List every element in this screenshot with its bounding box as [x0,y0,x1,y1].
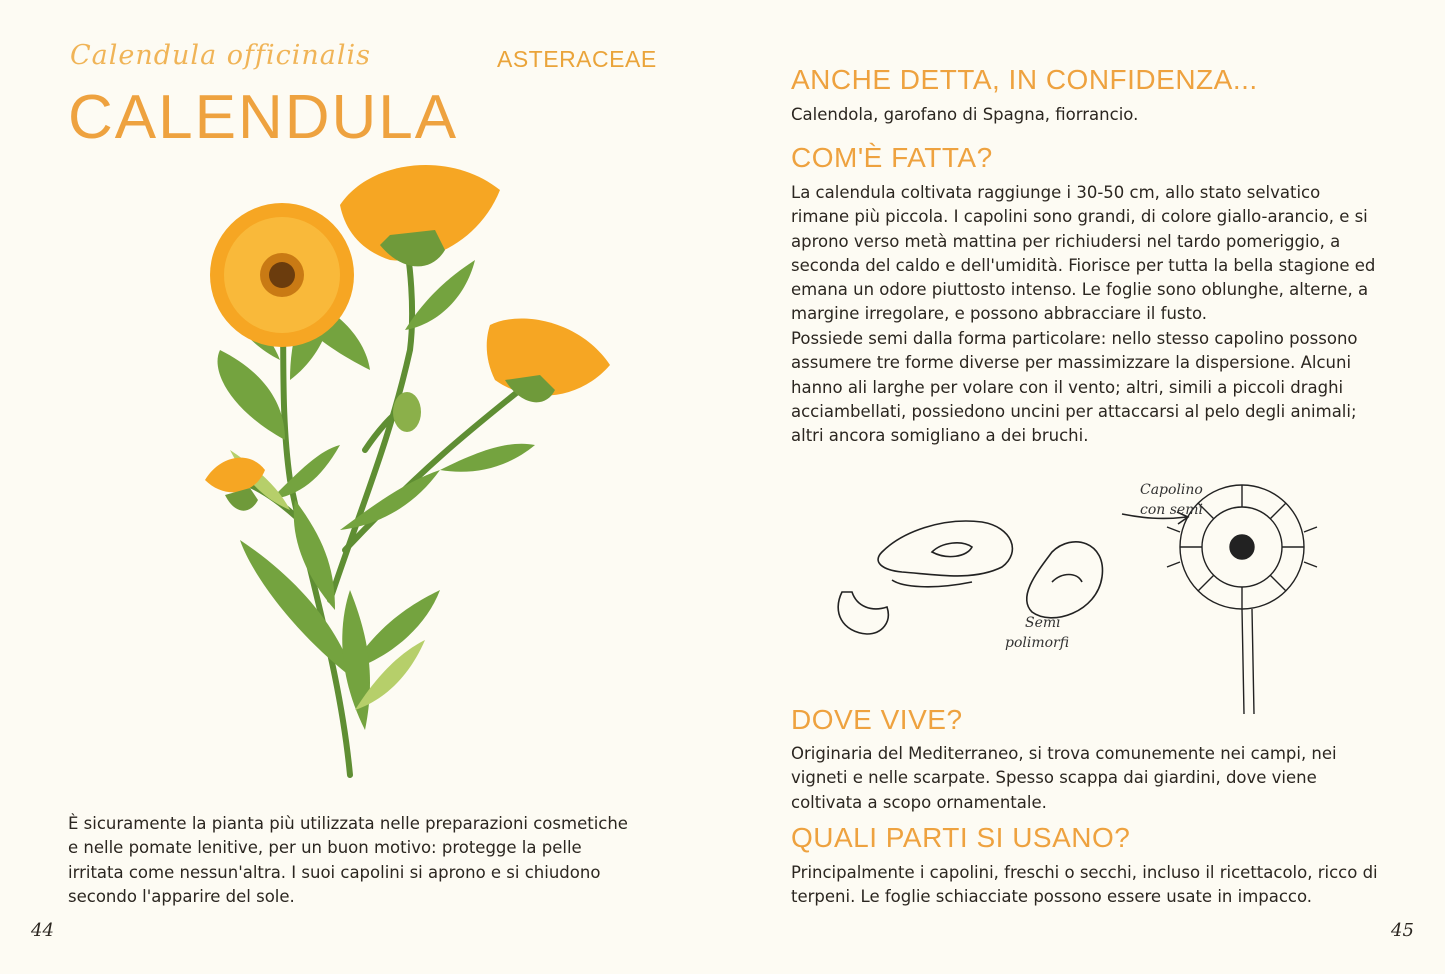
text-seeds: Possiede semi dalla forma particolare: nello stesso capolino possono assumere tre forme diverse per massimizzare la dispersione. Alcuni hanno ali larghe per volare con il vento; altri, simili a piccoli draghi acciambellati, possiedono uncini per attaccarsi al pelo degli animali; altri ancora somigliano a dei bruchi. [791,329,1358,446]
label-semi-2: polimorfi [1005,635,1070,651]
text-habitat: Originaria del Mediterraneo, si trova comunemente nei campi, nei vigneti e nelle scarpate. Spesso scappa dai giardini, dove viene coltivata a scopo ornamentale. [791,744,1337,812]
text-parts-used: Principalmente i capolini, freschi o secchi, incluso il ricettacolo, ricco di terpeni. Le foglie schiacciate possono essere usate in impacco. [791,863,1378,907]
heading-habitat: DOVE VIVE? [791,704,963,735]
heading-parts-used: QUALI PARTI SI USANO? [791,822,1131,853]
right-page [722,0,1445,974]
seeds-sketch [822,462,1342,722]
plant-title: CALENDULA [68,83,459,152]
latin-name: Calendula officinalis [70,40,371,71]
page-number-right: 45 [1391,920,1414,941]
page-number-left: 44 [31,920,54,941]
label-capolino-2: con semi [1140,502,1203,518]
left-page [0,0,722,974]
text-description: La calendula coltivata raggiunge i 30-50 cm, allo stato selvatico rimane più piccola. I capolini sono grandi, di colore giallo-arancio, e si aprono verso metà mattina per richiudersi nel tardo pomeriggio, a seconda del caldo e dell'umidità. Fiorisce per tutta la bella stagione ed emana un odore piuttosto intenso. Le foglie sono oblunghe, alterne, a margine irregolare, e possono abbracciare il fusto. [791,183,1376,324]
label-semi-1: Semi [1025,615,1061,631]
label-capolino-1: Capolino [1140,482,1203,498]
calendula-illustration [190,150,620,785]
heading-description: COM'È FATTA? [791,142,993,173]
text-aka: Calendola, garofano di Spagna, fiorrancio. [791,105,1139,124]
heading-aka: ANCHE DETTA, IN CONFIDENZA... [791,64,1258,95]
intro-paragraph: È sicuramente la pianta più utilizzata nelle preparazioni cosmetiche e nelle pomate lenitive, per un buon motivo: protegge la pelle irritata come nessun'altra. I suoi capolini si aprono e si chiudono secondo l'apparire del sole. [68,814,628,906]
plant-family: ASTERACEAE [497,46,657,72]
